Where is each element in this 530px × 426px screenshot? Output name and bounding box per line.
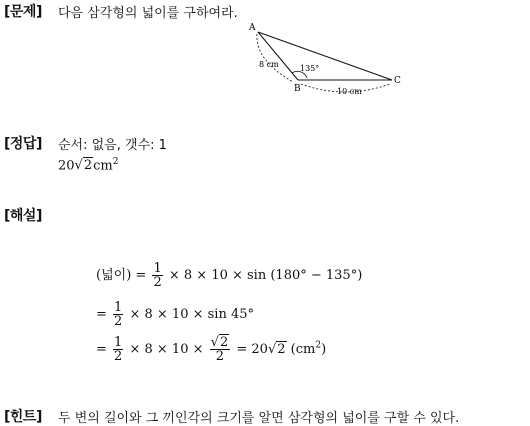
hint-label: [힌트] [4, 409, 42, 425]
fraction-half: $\frac{1}{2}$ [153, 261, 162, 290]
triangle-figure [245, 20, 405, 98]
fraction-sqrt2-over-2: $\frac{√2}{2}$ [210, 335, 229, 364]
answer-value [58, 157, 118, 173]
solution-label: [해설] [4, 208, 42, 224]
answer-meta: 순서: 없음, 갯수: 1 [58, 138, 167, 153]
sqrt-symbol: √2 [74, 158, 93, 174]
side-bc-label: 10 cm [337, 87, 362, 96]
ab-dimension-arc [257, 34, 293, 82]
problem-text: 다음 삼각형의 넓이를 구하여라. [58, 6, 238, 21]
hint-text: 두 변의 길이와 그 끼인각의 크기를 알면 삼각형의 넓이를 구할 수 있다. [58, 411, 460, 426]
answer-exponent: 2 [112, 157, 119, 167]
line2-expression: × 8 × 10 × sin 45° [129, 307, 254, 322]
answer-radicand: 2 [83, 158, 93, 174]
answer-unit: cm [93, 158, 113, 174]
vertex-a-label: A [249, 23, 256, 33]
answer-label: [정답] [4, 136, 42, 152]
problem-label: [문제] [4, 4, 42, 20]
fraction-half: $\frac{1}{2}$ [114, 300, 123, 329]
solution-line-3: = $\frac{1}{2}$ × 8 × 10 × $\frac{√2}{2}$ = 20√2 $(cm^2)$ [96, 335, 327, 364]
angle-b-label: 135° [300, 64, 320, 73]
answer-coef: 20 [58, 158, 75, 174]
solution-line-2: = $\frac{1}{2}$ × 8 × 10 × sin 45° [96, 300, 254, 329]
side-ab-label: 8 cm [259, 60, 279, 69]
line1-expression: × 8 × 10 × sin (180° − 135°) [168, 268, 363, 283]
vertex-b-label: B [294, 84, 301, 94]
area-lhs: (넓이) = [96, 268, 147, 283]
solution-line-1 [96, 262, 362, 289]
vertex-c-label: C [394, 76, 401, 86]
fraction-half: $\frac{1}{2}$ [114, 335, 123, 364]
